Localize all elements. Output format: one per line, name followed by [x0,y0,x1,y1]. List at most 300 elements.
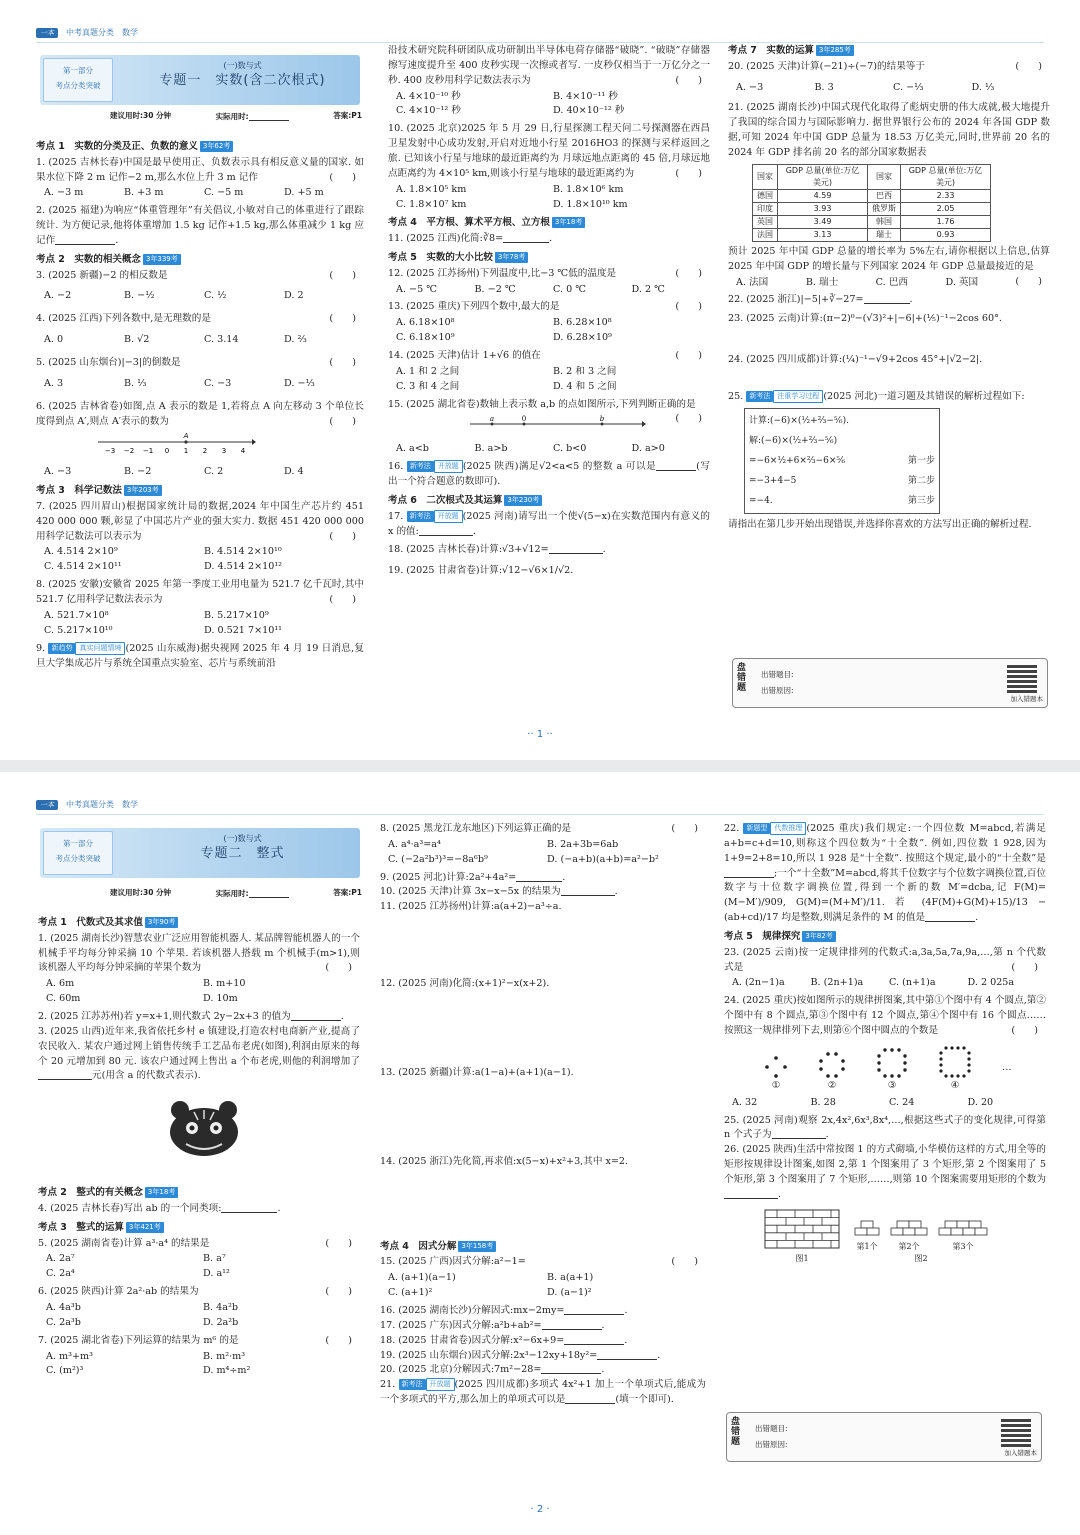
dot [944,1074,947,1077]
question-text: 3. (2025 山西)近年来,我省依托乡村 e 镇建设,打造农村电商新产业,提高了农民收入. 某农户通过网上销售传统手工艺品布老虎(如图),利润由原来的每个 20 元增加到 80 元. 该农户通过网上售出 a 个布老虎,则他的利润增加了 [38,1025,360,1067]
table-cell: 1.76 [901,215,991,228]
answer-bracket[interactable]: ( ) [329,357,356,369]
option-c[interactable]: C. (n+1)a [889,977,936,989]
frequency-badge: 3年18考 [145,1187,178,1198]
dot [903,1054,906,1057]
kaodian-4 [388,216,710,231]
option-d[interactable]: D. 2 [284,290,304,302]
question-text: 25. (2025 河南)观察 2x,4x²,6x³,8x⁴,…,根据这些式子的变化规律,可得第 n 个式子为 [724,1114,1046,1141]
dot [826,1074,830,1078]
kaodian-title: 考点 1 代数式及其求值 [38,917,143,928]
dot [834,1074,838,1078]
option-b[interactable]: B. 4.514 2×10¹⁰ [204,546,282,558]
option-c[interactable]: C. 3.14 [204,334,239,346]
actual-time-blank[interactable] [249,887,289,898]
option-b[interactable]: B. m²·m³ [203,1350,246,1362]
option-a[interactable]: A. 4.514 2×10⁹ [44,546,118,558]
question-22: 22. (2025 浙江)|−5|+∛−27= . [728,294,913,306]
question-text-tail: 元(用含 a 的代数式表示). [92,1070,201,1082]
option-d[interactable]: D. a>0 [631,443,665,455]
error-reason-field[interactable]: 出错原因: [755,1440,788,1449]
option-c[interactable]: C. 0 ℃ [553,283,586,295]
part-label: 第一部分 [63,839,93,848]
option-c[interactable]: C. 巴西 [875,276,908,288]
option-b[interactable]: B. a⁷ [203,1253,226,1265]
pattern-4 [938,1045,972,1094]
option-b[interactable]: B. 1.8×10⁶ km [553,183,624,195]
error-line [749,451,935,471]
figure-2-patterns [854,1220,988,1253]
qr-code-icon[interactable] [1007,663,1037,693]
table-cell: 3.49 [778,215,868,228]
option-d[interactable]: D. 20 [967,1096,994,1108]
answer-bracket[interactable]: ( ) [675,350,702,362]
options-6 [36,465,364,480]
option-a[interactable]: A. 6.18×10⁸ [396,317,455,329]
option-a[interactable]: A. m³+m³ [46,1350,93,1362]
number-line-figure [96,432,256,456]
answer-bracket[interactable]: ( ) [325,1286,352,1298]
options-7 [38,1350,360,1380]
error-line [749,471,935,491]
answer-bracket[interactable]: ( ) [325,962,352,974]
question-text: 2. (2025 江苏苏州)若 y=x+1,则代数式 2y−2x+3 的值为 [38,1011,291,1023]
frequency-badge: 3年18考 [552,217,585,228]
page-header [36,26,138,40]
qr-code-icon[interactable] [1001,1417,1031,1447]
option-c[interactable]: C. 60m [46,993,81,1005]
answer-blank[interactable] [597,1349,657,1360]
origin-point [523,423,526,426]
rect-stack-svg [890,1220,928,1236]
answer-blank[interactable] [291,1010,341,1021]
answer-blank[interactable] [516,871,562,882]
topic-subtitle: (一)数与式 [223,61,262,70]
option-a[interactable]: A. 2a⁷ [46,1253,75,1265]
dot [956,1046,959,1049]
tiger-pupil [190,1126,195,1131]
question-3 [36,269,364,284]
answer-bracket[interactable]: ( ) [671,1256,698,1268]
topic-title-block [125,828,360,864]
question-text: 15. (2025 广西)因式分解:a²−1= [380,1256,526,1268]
topic-title: 专题一 实数(含二次根式) [159,73,326,88]
option-c[interactable]: C. 24 [889,1096,915,1108]
question-text: (2025 山东威海)据央视网 2025 年 4 月 19 日消息,复旦大学集成芯片与系统全国重点实验室、芯片与系统前沿 [36,642,364,669]
question-text: (2025 重庆)我们规定:一个四位数 M=abcd,若满足 a+b=c+d=10,则称这个四位数为“十全数”. 例如,四位数 1 928,因为 1+9=2+8=10,所以 1 928 是“十全数”. 按照这个规定,最小的“十全数”是 [724,823,1046,864]
actual-time-blank[interactable] [249,110,289,121]
question-4 [36,312,364,327]
answer-bracket[interactable]: ( ) [675,74,702,86]
pattern-label: ① [771,1079,781,1091]
option-b[interactable]: B. 5.217×10⁹ [204,609,269,621]
option-a[interactable]: A. −5 ℃ [396,283,437,295]
error-reason-field[interactable]: 出错原因: [761,686,794,695]
options-4 [36,333,364,348]
part-box [43,831,113,875]
dot [897,1074,900,1077]
dot [819,1059,823,1063]
kaodian-title: 考点 2 实数的相关概念 [36,253,141,265]
answer-blank[interactable] [561,885,615,896]
answer-blank[interactable] [564,1334,624,1345]
option-d[interactable]: D. ⅔ [284,334,307,346]
option-b[interactable]: B. m+10 [203,978,246,990]
question-15 [388,398,710,425]
frequency-badge: 3年285考 [816,45,854,56]
section-label: 考点分类突破 [55,81,101,90]
option-d[interactable]: D. ⅓ [971,81,995,93]
kaodian-7 [728,44,1050,59]
question-text: 11. (2025 江苏扬州)计算:a(a+2)−a³÷a. [380,901,562,913]
table-row [753,215,991,228]
answer-blank[interactable] [724,1188,778,1199]
option-a[interactable]: A. a<b [396,443,429,455]
kaodian-4 [380,1240,706,1255]
answer-bracket[interactable]: ( ) [675,167,702,179]
answer-blank[interactable] [724,867,774,878]
option-a[interactable]: A. −2 [44,290,72,302]
table-cell: 印度 [753,202,778,215]
option-d[interactable]: D. 2 025a [967,977,1015,989]
dot [783,1065,787,1069]
option-b[interactable]: B. −½ [124,290,155,302]
option-a[interactable]: A. (a+1)(a−1) [388,1272,456,1284]
option-d[interactable]: D. 英国 [945,276,979,288]
question-20 [728,60,1050,75]
answer-blank[interactable] [541,1363,601,1374]
option-d[interactable]: D. (−a+b)(a+b)=a²−b² [547,853,659,865]
new-method-badge: 新考法 [746,391,773,402]
kaodian-5 [388,251,710,266]
question-24 [728,353,1050,368]
options-1 [38,977,360,1007]
question-text: 14. (2025 浙江)先化简,再求值:x(5−x)+x²+3,其中 x=2. [380,1155,629,1167]
option-d[interactable]: D. a¹² [203,1268,230,1280]
answer-bracket[interactable]: ( ) [329,594,356,606]
option-b[interactable]: B. 4a²b [203,1302,238,1314]
option-b[interactable]: B. 2a+3b=6ab [547,838,619,850]
answer-bracket[interactable]: ( ) [325,1237,352,1249]
question-6 [38,1285,360,1300]
answer-blank[interactable] [564,1304,624,1315]
answer-bracket[interactable]: ( ) [675,267,702,279]
point-b-label: b [599,415,605,424]
option-d[interactable]: D. +5 m [284,187,324,199]
rect [915,1228,927,1235]
kaodian-2 [38,1186,360,1201]
dot [967,1069,970,1072]
option-b[interactable]: B. a>b [474,443,508,455]
question-22: 22. 新题型 代数推理 (2025 重庆)我们规定:一个四位数 M=abcd,若满足 a+b=c+d=10,则称这个四位数为“十全数”. 例如,四位数 1 928,因为 1+9=2+8=10,所以 1 928 是“十全数”. 按照这个规定,最小的“十全数”是;一个“十全数”M=abcd,将其千位数字与个位数字调换位置,百位数字与十位数字调换位置,得到一个新的数 M′=dcba,记 F(M)=(M−M′)/909, G(M)=(M+M′)/11. 若 (4F(M)+G(M)+15)/13 − (ab+cd)/17 均是整数,则满足条件的 M 的值是 . [724,823,1046,924]
question-7 [36,500,364,545]
option-c[interactable]: C. 4×10⁻¹² 秒 [396,105,461,117]
question-text: 5. (2025 湖南省卷)计算 a³·a⁴ 的结果是 [38,1237,210,1249]
stack-2 [890,1220,928,1253]
option-b[interactable]: B. a(a+1) [547,1272,594,1284]
answer-bracket[interactable]: ( ) [329,415,356,427]
option-b[interactable]: B. +3 m [124,187,164,199]
option-a[interactable]: A. 32 [732,1096,758,1108]
question-text: 3. (2025 新疆)−2 的相反数是 [36,269,168,281]
error-question-field[interactable]: 出错题目: [761,670,794,679]
page-1 [0,0,1080,760]
option-a[interactable]: A. 法国 [736,276,769,288]
answer-bracket[interactable]: ( ) [1011,1025,1038,1037]
answer-blank[interactable] [55,234,115,245]
option-b[interactable]: B. 6.28×10⁸ [553,317,612,329]
question-25-cont [728,518,1050,533]
answer-bracket[interactable]: ( ) [329,530,356,542]
answer-blank[interactable] [419,525,473,536]
table-cell: 韩国 [868,215,901,228]
question-text: 19. (2025 山东烟台)因式分解:2x³−12xy+18y²= [380,1349,598,1361]
option-d[interactable]: D. 6.28×10⁹ [553,332,612,344]
option-a[interactable]: A. 1 和 2 之间 [396,365,460,377]
option-c[interactable]: C. −3 [204,377,232,389]
option-d[interactable]: D. 10m [203,993,238,1005]
question-text: 24. (2025 重庆)按如图所示的规律拼图案,其中第①个图中有 4 个圆点,第②个图中有 8 个圆点,第③个图中有 12 个圆点,第④个图中有 16 个圆点……按照这一规律排列下去,则第⑥个图中圆点的个数是 [724,995,1046,1037]
option-a[interactable]: A. a⁴·a³=a⁴ [388,838,441,850]
answer-bracket[interactable]: ( ) [329,171,356,183]
option-a[interactable]: A. 521.7×10⁸ [44,609,109,621]
question-2: 2. (2025 福建)为响应“体重管理年”有关倡议,小敏对自己的体重进行了跟踪统计. 为方便记录,他将体重增加 1.5 kg 记作+1.5 kg,那么体重减少 1 kg 应记作 . [36,205,364,247]
answer-bracket[interactable]: ( ) [675,413,702,425]
rect [939,1228,951,1235]
option-b[interactable]: B. 2 和 3 之间 [553,365,617,377]
brick-wall-svg [764,1209,840,1249]
answer-blank[interactable] [565,1393,615,1404]
page-number-value: 2 [536,1503,544,1515]
subject-name: 数学 [122,799,138,809]
table-cell: 2.33 [901,189,991,202]
ellipsis-mark: … [1002,1061,1012,1073]
option-d[interactable]: D. (a−1)² [547,1287,592,1299]
question-text: 6. (2025 陕西)计算 2a²·ab 的结果为 [38,1286,199,1298]
dot [903,1061,906,1064]
error-line [749,491,935,511]
figure-2 [854,1220,988,1265]
dot [939,1069,942,1072]
answer-bracket[interactable]: ( ) [671,823,698,834]
option-a[interactable]: A. 1.8×10⁵ km [396,183,467,195]
dot [841,1067,845,1071]
option-a[interactable]: A. 4a³b [46,1302,81,1314]
option-d[interactable]: D. 2 ℃ [631,283,665,295]
pattern-1 [764,1055,788,1094]
answer-bracket[interactable]: ( ) [329,313,356,325]
option-b[interactable]: B. −2 [124,466,152,478]
option-b[interactable]: B. −2 ℃ [474,283,516,295]
option-d[interactable]: D. 4.514 2×10¹² [204,561,283,573]
figure-caption: 图1 [795,1254,809,1264]
question-text: 5. (2025 山东烟台)|−3|的倒数是 [36,357,181,369]
tick-label: 3 [221,447,227,456]
table-row [753,228,991,241]
question-text: 1. (2025 吉林长春)中国是最早使用正、负数表示具有相反意义量的国家. 如果水位下降 2 m 记作−2 m,那么水位上升 3 m 记作 [36,156,364,183]
option-a[interactable]: A. 6m [46,978,75,990]
option-d[interactable]: D. 0.521 7×10¹¹ [204,624,283,636]
question-1 [36,156,364,186]
question-text-tail: (写出一个符合题意的数即可). [388,461,710,488]
point-labels [490,415,605,423]
option-c[interactable]: C. −5 m [204,187,244,199]
pattern-label: ② [827,1079,837,1091]
dot [950,1046,953,1049]
option-a[interactable]: A. 0 [44,334,64,346]
column-3 [724,822,1046,1404]
option-c[interactable]: C. (a+1)² [388,1287,433,1299]
option-a[interactable]: A. −3 m [44,187,84,199]
option-d[interactable]: D. 2a²b [203,1316,239,1328]
answer-blank[interactable] [221,1202,277,1213]
page-number: ·· 1 ·· [527,728,553,740]
frequency-badge: 3年62考 [200,141,233,152]
options-5 [36,377,364,392]
pattern-3 [876,1047,908,1094]
question-text: 8. (2025 黑龙江龙东地区)下列运算正确的是 [380,823,572,834]
topic-title: 专题二 整式 [200,846,285,861]
wall-outline [765,1210,839,1248]
open-question-badge: 开放题 [434,460,463,473]
page-header [36,798,138,812]
option-c[interactable]: C. 2 [204,466,224,478]
open-question-badge: 开放题 [426,1378,455,1391]
answer-blank[interactable] [772,1128,826,1139]
question-12 [388,267,710,282]
option-b[interactable]: B. (2n+1)a [810,977,864,989]
option-c[interactable]: C. 4.514 2×10¹¹ [44,561,122,573]
table-cell: 2.05 [901,202,991,215]
option-c[interactable]: C. 3 和 4 之间 [396,380,460,392]
answer-blank[interactable] [656,460,696,471]
stack-3 [938,1220,988,1253]
option-b[interactable]: B. 4×10⁻¹¹ 秒 [553,90,618,102]
question-25: 25. 新考法 注重学习过程 (2025 河北)一道习题及其错误的解析过程如下: [728,391,1025,403]
option-d[interactable]: D. 1.8×10¹⁰ km [553,198,628,210]
kaodian-3 [38,1221,360,1236]
dot [877,1054,880,1057]
question-text: 7. (2025 四川眉山)根据国家统计局的数据,2024 年中国生产芯片约 451 420 000 000 颗,彰显了中国芯片产业的强大实力. 数据 451 420 000 000 用科学记数法可以表示为 [36,500,364,542]
answer-bracket[interactable]: ( ) [325,1334,352,1346]
dot [939,1063,942,1066]
option-b[interactable]: B. ⅓ [124,377,147,389]
options-8 [380,838,706,868]
answer-blank[interactable] [542,1319,602,1330]
rect [945,1221,957,1228]
option-d[interactable]: D. m⁴÷m² [203,1365,251,1377]
kaodian-title: 考点 1 实数的分类及正、负数的意义 [36,141,198,152]
question-23 [724,946,1046,976]
answer-bracket[interactable]: ( ) [675,301,702,313]
kaodian-6 [388,494,710,509]
rect [957,1221,969,1228]
kaodian-title: 考点 3 整式的运算 [38,1221,124,1233]
option-b[interactable]: B. 28 [810,1096,836,1108]
option-c[interactable]: C. (−2a²b³)³=−8a⁶b⁹ [388,853,488,865]
question-text: 23. (2025 云南)计算:(π−2)⁰−(√3)²+|−6|+(⅕)⁻¹−2cos 60°. [728,313,1002,325]
dot [877,1061,880,1064]
option-c[interactable]: C. 6.18×10⁹ [396,332,455,344]
point-a-label: a [489,415,495,424]
option-c[interactable]: C. 2a⁴ [46,1268,75,1280]
option-c[interactable]: C. (m²)³ [46,1365,84,1377]
answer-blank[interactable] [503,232,549,243]
dot [819,1067,823,1071]
question-10: 10. (2025 天津)计算 3x−x−5x 的结果为 . [380,886,618,898]
answer-bracket[interactable]: ( ) [1011,961,1038,973]
column-3 [728,44,1050,650]
answer-bracket[interactable]: ( ) [1015,60,1042,72]
answer-blank[interactable] [925,911,975,922]
option-c[interactable]: C. 1.8×10⁷ km [396,198,467,210]
question-text: 1. (2025 湖南长沙)智慧农业广泛应用智能机器人. 某品牌智能机器人的一个机械手平均每分钟采摘 10 个苹果. 若该机器人搭载 m 个机械手(m>1),则该机器人平均每分钟采摘的苹果个数为 [38,932,360,974]
option-a[interactable]: A. (2n−1)a [732,977,785,989]
answer-blank[interactable] [549,543,603,554]
step-expression: =−6×½+6×⅔−6×⁵⁄₆ [749,455,846,466]
brick-figures [764,1209,1046,1266]
step-label: 第二步 [907,475,935,486]
option-c[interactable]: C. −⅓ [893,81,924,93]
tick-label: −1 [142,447,154,456]
frequency-badge: 3年158考 [458,1241,496,1252]
option-c[interactable]: C. 2a³b [46,1316,81,1328]
option-d[interactable]: D. 4 [284,466,304,478]
option-a[interactable]: A. −3 [44,466,72,478]
option-c[interactable]: C. b<0 [553,443,587,455]
dot [826,1052,830,1056]
tick-labels [105,432,246,455]
question-19: 19. (2025 山东烟台)因式分解:2x³−12xy+18y²= . [380,1349,661,1361]
answer-bracket[interactable]: ( ) [1015,275,1042,287]
question-text: 13. (2025 重庆)下列四个数中,最大的是 [388,301,560,313]
rect-stack-svg [854,1220,880,1236]
option-b[interactable]: B. 瑞士 [805,276,839,288]
rect [897,1221,909,1228]
options-8 [36,609,364,639]
option-d[interactable]: D. 4 和 5 之间 [553,380,617,392]
point-a [491,423,494,426]
option-d[interactable]: D. −⅓ [284,377,315,389]
option-c[interactable]: C. 5.217×10¹⁰ [44,624,113,636]
option-c[interactable]: C. ½ [204,290,227,302]
figure-1 [764,1209,840,1266]
option-b[interactable]: B. √2 [124,334,150,346]
question-text: 22. (2025 浙江)|−5|+∛−27= [728,294,864,306]
review-label: 盘错题 [737,663,747,693]
table-cell: 德国 [753,189,778,202]
question-13 [388,300,710,315]
step-expression: =−3+4−5 [749,475,797,486]
option-d[interactable]: D. 40×10⁻¹² 秒 [553,105,625,117]
option-a[interactable]: A. 4×10⁻¹⁰ 秒 [396,90,461,102]
question-13 [380,1066,706,1081]
answer-blank[interactable] [864,293,910,304]
error-question-field[interactable]: 出错题目: [755,1424,788,1433]
option-a[interactable]: A. −3 [736,81,764,93]
option-b[interactable]: B. 3 [814,81,834,93]
question-6 [36,400,364,430]
open-question-badge: 开放题 [434,510,463,523]
column-header: 国家 [753,164,778,189]
option-a[interactable]: A. 3 [44,377,64,389]
pattern-caption: 第3个 [952,1241,974,1251]
answer-bracket[interactable]: ( ) [329,269,356,281]
answer-blank[interactable] [38,1069,92,1080]
question-text: (2025 河北)一道习题及其错误的解析过程如下: [823,391,1025,403]
table-header-row [753,164,991,189]
question-8 [380,822,706,837]
